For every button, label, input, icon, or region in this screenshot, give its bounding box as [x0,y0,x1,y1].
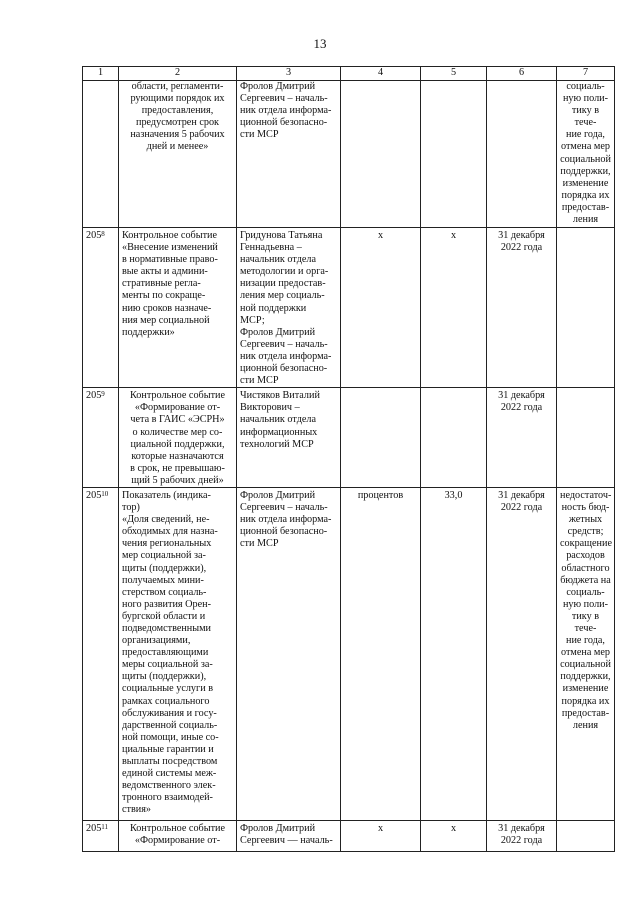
row-number-cell [83,388,119,488]
responsible-cell: Гридунова Татьяна Геннадьевна – начальник отдела методологии и орга- низации предостав- ления мер социаль- ной поддержки МСР; Фролов Дмитрий Сергеевич – началь- ник отдела информа- ционной безопасно- сти МСР [237,228,341,388]
responsible-cell: Фролов Дмитрий Сергеевич – началь- ник отдела информа- ционной безопасно- сти МСР [237,487,341,820]
deadline-cell: 31 декабря 2022 года [487,820,557,851]
risks-cell [557,820,615,851]
column-header: 6 [487,67,557,81]
column-header: 5 [421,67,487,81]
unit-cell [341,388,421,488]
row-number-sup: 9 [101,390,105,399]
row-number-cell [83,820,119,851]
risks-cell [557,388,615,488]
table-row [83,388,615,488]
deadline-cell [487,81,557,228]
risks-cell [557,228,615,388]
risks-cell: недостаточ- ность бюд- жетных средств; сокращение расходов областного бюджета на социаль- ную поли- тику в тече- ние года, отмена мер социальной поддержки, изменение порядка их предостав- ления [557,487,615,820]
deadline-cell: 31 декабря 2022 года [487,228,557,388]
page-number: 13 [313,36,327,51]
risks-cell: социаль- ную поли- тику в тече- ние года, отмена мер социальной поддержки, изменение порядка их предостав- ления [557,81,615,228]
responsible-cell: Чистяков Виталий Викторович – начальник отдела информационных технологий МСР [237,388,341,488]
event-cell: Контрольное событие «Формирование от- [119,820,237,851]
value-cell: 33,0 [421,487,487,820]
row-number-cell [83,228,119,388]
event-cell: области, регламенти- рующими порядок их предоставления, предусмотрен срок назначения 5 рабочих дней и менее» [119,81,237,228]
responsible-cell: Фролов Дмитрий Сергеевич – началь- ник отдела информа- ционной безопасно- сти МСР [237,81,341,228]
event-cell: Контрольное событие «Внесение изменений в нормативные право- вые акты и админи- стративные регла- менты по сокраще- нию сроков назначе- ния мер социальной поддержки» [119,228,237,388]
row-number-sup: 10 [101,489,109,498]
row-number: 205 [86,230,102,241]
table-row [83,228,615,388]
header-row [83,67,615,81]
row-number-sup: 11 [101,822,109,831]
table-row [83,487,615,820]
column-header: 3 [237,67,341,81]
deadline-cell: 31 декабря 2022 года [487,487,557,820]
value-cell: х [421,228,487,388]
row-number: 205 [86,822,102,834]
table-row [83,81,615,228]
column-header: 4 [341,67,421,81]
value-cell [421,81,487,228]
row-number-cell [83,487,119,820]
deadline-cell: 31 декабря 2022 года [487,388,557,488]
event-cell: Показатель (индика- тор) «Доля сведений, не- обходимых для назна- чения региональных мер социальной за- щиты (поддержки), получаемых мини- стерством социаль- ного развития Орен- бургской области и подведомственными организациями, предоставляющими меры социальной за- щиты (поддержки), социальные услуги в рамках социального обслуживания и госу- дарственной социаль- ной помощи, иные со- циальные гарантии и выплаты посредством единой системы меж- ведомственного элек- тронного взаимодей- ствия» [119,487,237,820]
event-cell: Контрольное событие «Формирование от- чета в ГАИС «ЭСРН» о количестве мер со- циальной поддержки, которые назначаются в срок, не превышаю- щий 5 рабочих дней» [119,388,237,488]
value-cell [421,388,487,488]
value-cell: х [421,820,487,851]
column-header: 1 [83,67,119,81]
row-number-sup: 8 [101,230,105,238]
row-number-cell [83,81,119,228]
measures-table [82,66,615,852]
row-number: 205 [86,489,102,501]
unit-cell: процентов [341,487,421,820]
unit-cell [341,81,421,228]
unit-cell: х [341,820,421,851]
row-number: 205 [86,390,102,402]
column-header: 2 [119,67,237,81]
column-header: 7 [557,67,615,81]
table-row [83,820,615,851]
unit-cell: х [341,228,421,388]
responsible-cell: Фролов Дмитрий Сергеевич — началь- [237,820,341,851]
